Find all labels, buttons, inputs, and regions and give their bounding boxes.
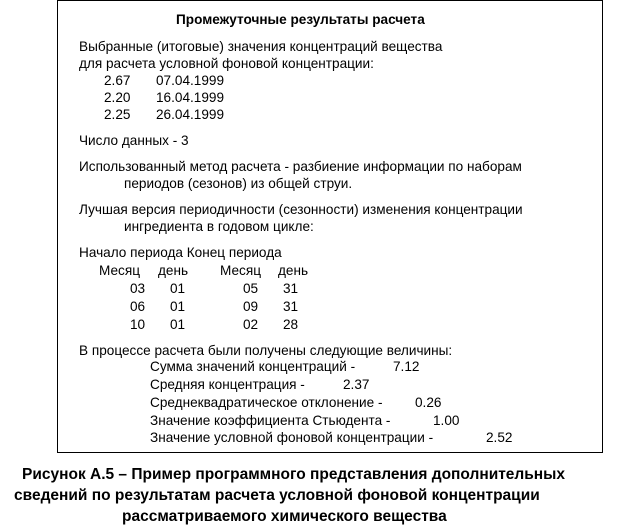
period-end-day: 28 (283, 317, 299, 332)
selected-value: 2.20 (104, 90, 131, 105)
period-end-day: 31 (283, 281, 299, 296)
period-start-month: 03 (130, 281, 146, 296)
selected-values-heading-line1: Выбранные (итоговые) значения концентраций вещества (79, 39, 443, 54)
result-label: Средняя концентрация - (150, 377, 305, 392)
period-end-day: 31 (283, 299, 299, 314)
method-line1: Использованный метод расчета - разбиение информации по наборам (79, 159, 522, 174)
report-panel (57, 0, 603, 453)
periodicity-line1: Лучшая версия периодичности (сезонности) изменения концентрации (79, 202, 523, 217)
period-start-day: 01 (170, 299, 186, 314)
result-label: Значение коэффициента Стьюдента - (150, 413, 391, 428)
result-value: 7.12 (393, 359, 420, 374)
period-start-month: 06 (130, 299, 146, 314)
selected-values-heading-line2: для расчета условной фоновой концентрации: (79, 56, 374, 71)
period-header: Начало периода Конец периода (79, 245, 282, 260)
period-start-day: 01 (170, 317, 186, 332)
report-title: Промежуточные результаты расчета (176, 12, 425, 27)
period-end-month: 05 (243, 281, 259, 296)
result-value: 2.52 (486, 430, 513, 445)
selected-value: 2.25 (104, 107, 131, 122)
data-count: Число данных - 3 (79, 133, 189, 148)
caption-line2: сведений по результатам расчета условной фоновой концентрации (14, 487, 540, 504)
result-value: 1.00 (433, 413, 460, 428)
results-intro: В процессе расчета были получены следующие величины: (79, 343, 453, 358)
caption-line3: рассматриваемого химического вещества (122, 508, 447, 525)
result-label: Среднеквадратическое отклонение - (150, 395, 383, 410)
selected-value: 2.67 (104, 73, 131, 88)
result-label: Сумма значений концентраций - (150, 359, 356, 374)
start-month-label: Месяц (99, 263, 140, 278)
end-day-label: день (278, 263, 309, 278)
result-value: 2.37 (343, 377, 370, 392)
result-label: Значение условной фоновой концентрации - (150, 430, 434, 445)
period-start-month: 10 (130, 317, 146, 332)
selected-date: 26.04.1999 (156, 107, 225, 122)
selected-date: 16.04.1999 (156, 90, 225, 105)
period-end-month: 09 (243, 299, 259, 314)
end-month-label: Месяц (220, 263, 261, 278)
selected-date: 07.04.1999 (156, 73, 225, 88)
method-line2: периодов (сезонов) из общей струи. (124, 176, 353, 191)
result-value: 0.26 (415, 395, 442, 410)
period-start-day: 01 (170, 281, 186, 296)
caption-line1: Рисунок А.5 – Пример программного представления дополнительных (22, 466, 566, 483)
start-day-label: день (158, 263, 189, 278)
period-end-month: 02 (243, 317, 259, 332)
periodicity-line2: ингредиента в годовом цикле: (124, 219, 314, 234)
